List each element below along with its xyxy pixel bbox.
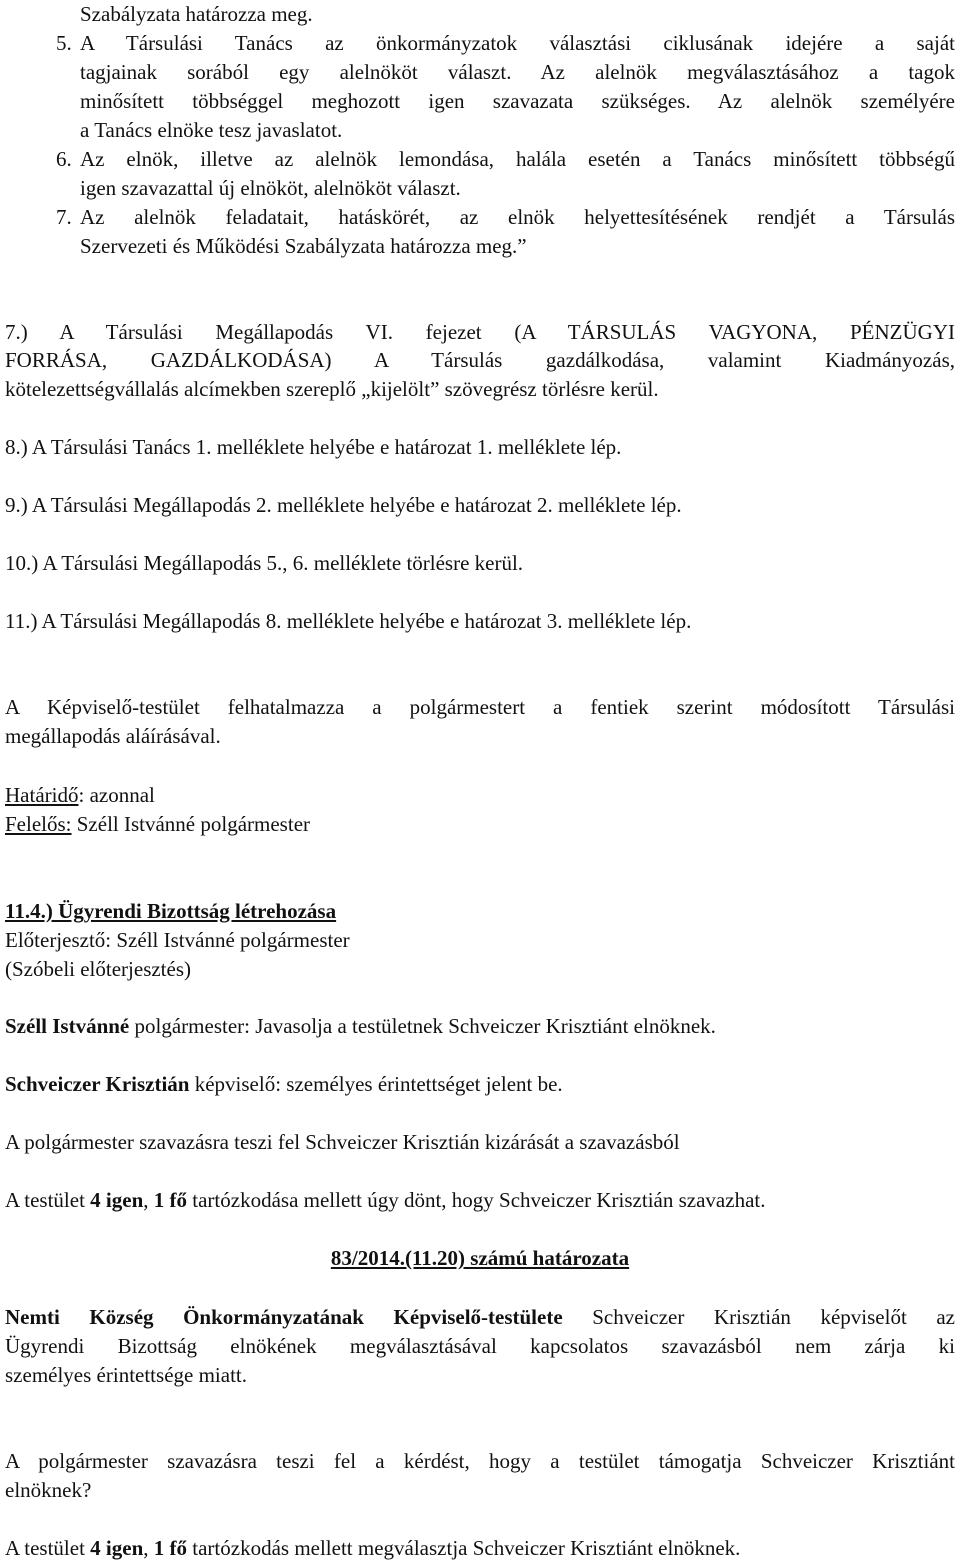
presenter-line: Előterjesztő: Széll Istvánné polgármester [5, 928, 350, 952]
text-line: Az elnök, illetve az alelnök lemondása, halála esetén a Tanács minősített többségű [80, 147, 955, 171]
list-item-5 [56, 29, 955, 58]
vote-abstain-count: 1 fő [153, 1536, 188, 1560]
responsible-label: Felelős: [5, 812, 72, 836]
section-title [5, 897, 336, 926]
section-title-text: 11.4.) Ügyrendi Bizottság létrehozása [5, 899, 337, 923]
speaker-text: polgármester: Javasolja a testületnek Schveiczer Krisztiánt elnöknek. [129, 1014, 716, 1038]
vote-yes-count: 4 igen [90, 1536, 144, 1560]
text-line: megállapodás aláírásával. [5, 724, 221, 748]
text-line: A polgármester szavazásra teszi fel Schveiczer Krisztián kizárását a szavazásból [5, 1130, 680, 1154]
deadline-value: : azonnal [78, 783, 155, 807]
text-line: FORRÁSA, GAZDÁLKODÁSA) A Társulás gazdálkodása, valamint Kiadmányozás, [5, 348, 955, 372]
vote-text: , [143, 1188, 154, 1212]
text-line: elnöknek? [5, 1478, 92, 1502]
responsible-line [5, 810, 310, 839]
vote-text: A testület [5, 1536, 91, 1560]
list-number: 5. [56, 31, 72, 55]
speaker-name: Schveiczer Krisztián [5, 1072, 190, 1096]
text-line: 8.) A Társulási Tanács 1. melléklete helyébe e határozat 1. melléklete lép. [5, 435, 622, 459]
vote-text: , [143, 1536, 154, 1560]
deadline-label: Határidő [5, 783, 79, 807]
text-line: A Képviselő-testület felhatalmazza a polgármestert a fentiek szerint módosított Társulási [5, 695, 955, 719]
speaker-name: Széll Istvánné [5, 1014, 130, 1038]
text-line: Szervezeti és Működési Szabályzata határozza meg.” [80, 234, 527, 258]
text-line: 11.) A Társulási Megállapodás 8. melléklete helyébe e határozat 3. melléklete lép. [5, 609, 692, 633]
text-line: Az alelnök feladatait, hatáskörét, az elnök helyettesítésének rendjét a Társulás [80, 205, 955, 229]
responsible-value: Széll Istvánné polgármester [71, 812, 311, 836]
list-number: 7. [56, 205, 72, 229]
final-vote-line [5, 1534, 740, 1563]
text-line: kötelezettségvállalás alcímekben szereplő „kijelölt” szövegrész törlésre kerül. [5, 377, 659, 401]
text-line: a Tanács elnöke tesz javaslatot. [80, 118, 343, 142]
speaker-line [5, 1012, 716, 1041]
text-line: Szabályzata határozza meg. [80, 2, 313, 26]
speaker-text: képviselő: személyes érintettséget jelent be. [189, 1072, 563, 1096]
vote-result-line [5, 1186, 765, 1215]
text-line: 7.) A Társulási Megállapodás VI. fejezet (A TÁRSULÁS VAGYONA, PÉNZÜGYI [5, 320, 955, 344]
list-item-7 [56, 203, 955, 232]
resolution-line [5, 1303, 955, 1332]
resolution-title-text: 83/2014.(11.20) számú határozata [330, 1246, 630, 1270]
text-line: igen szavazattal új elnököt, alelnököt választ. [80, 176, 461, 200]
oral-presentation-line: (Szóbeli előterjesztés) [5, 957, 192, 981]
speaker-line [5, 1070, 563, 1099]
resolution-line: személyes érintettsége miatt. [5, 1363, 247, 1387]
vote-text: A testület [5, 1188, 91, 1212]
resolution-title [0, 1244, 960, 1273]
text-line: A Társulási Tanács az önkormányzatok választási ciklusának idejére a saját [80, 31, 955, 55]
text-line: A polgármester szavazásra teszi fel a kérdést, hogy a testület támogatja Schveiczer Krisztiánt [5, 1449, 955, 1473]
resolution-body-bold: Nemti Község Önkormányzatának Képviselő-testülete [5, 1305, 563, 1329]
text-line: 9.) A Társulási Megállapodás 2. melléklete helyébe e határozat 2. melléklete lép. [5, 493, 682, 517]
vote-yes-count: 4 igen [90, 1188, 144, 1212]
deadline-line [5, 781, 155, 810]
vote-text: tartózkodás mellett megválasztja Schveiczer Krisztiánt elnöknek. [187, 1536, 741, 1560]
list-number: 6. [56, 147, 72, 171]
list-item-6 [56, 145, 955, 174]
vote-text: tartózkodása mellett úgy dönt, hogy Schveiczer Krisztián szavazhat. [187, 1188, 766, 1212]
vote-abstain-count: 1 fő [153, 1188, 188, 1212]
text-line: minősített többséggel meghozott igen szavazata szükséges. Az alelnök személyére [80, 89, 955, 113]
resolution-line: Ügyrendi Bizottság elnökének megválasztásával kapcsolatos szavazásból nem zárja ki [5, 1334, 955, 1358]
text-line: tagjainak sorából egy alelnököt választ. Az alelnök megválasztásához a tagok [80, 60, 955, 84]
text-line: 10.) A Társulási Megállapodás 5., 6. melléklete törlésre kerül. [5, 551, 524, 575]
resolution-body: Schveiczer Krisztián képviselőt az [562, 1305, 955, 1329]
